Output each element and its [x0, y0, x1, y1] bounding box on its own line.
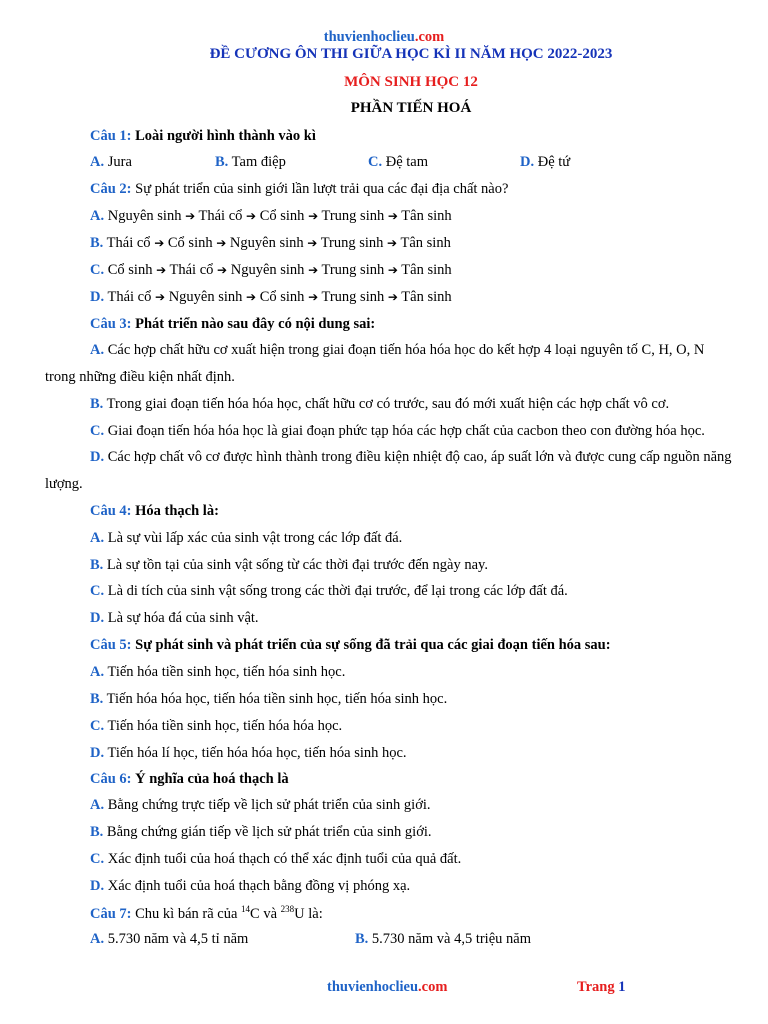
question-label: Câu 6: [90, 771, 132, 787]
arrow-right-icon: ➔ [307, 236, 318, 250]
option-a: A. Là sự vùi lấp xác của sinh vật trong các lớp đất đá. [90, 530, 403, 546]
question-label: Câu 3: [90, 316, 132, 332]
footer-site-name[interactable]: thuvienhoclieu.com [327, 979, 448, 995]
era-name: Tân sinh [401, 262, 452, 278]
option-a [90, 208, 452, 225]
option-c: C. Đệ tam [368, 154, 429, 170]
arrow-right-icon: ➔ [308, 209, 319, 223]
option-a: A. Tiến hóa tiền sinh học, tiến hóa sinh học. [90, 664, 346, 680]
question-label: Câu 2: [90, 181, 132, 197]
arrow-right-icon: ➔ [308, 263, 319, 277]
era-name: Cổ sinh [107, 262, 153, 278]
option-b: B. Tiến hóa hóa học, tiến hóa tiền sinh học, tiến hóa sinh học. [90, 691, 448, 707]
era-name: Thái cổ [106, 235, 151, 251]
era-name: Trung sinh [321, 289, 385, 305]
option-d: D. Các hợp chất vô cơ được hình thành trong điều kiện nhiệt độ cao, áp suất lớn và được cung cấp nguồn năng lượng. [45, 449, 732, 492]
question-text: Hóa thạch là: [135, 503, 219, 519]
era-name: Cổ sinh [259, 289, 305, 305]
question-1 [90, 128, 316, 145]
option-a: A. Các hợp chất hữu cơ xuất hiện trong giai đoạn tiến hóa hóa học do kết hợp 4 loại nguyên tố C, H, O, N trong những điều kiện nhất định. [45, 342, 705, 385]
isotope-mass: 14 [241, 904, 251, 914]
question-label: Câu 4: [90, 503, 132, 519]
page-number: Trang 1 [577, 979, 626, 995]
option-c: C. Là di tích của sinh vật sống trong các thời đại trước, để lại trong các lớp đất đá. [90, 583, 568, 599]
arrow-right-icon: ➔ [246, 209, 257, 223]
option-d: D. Tiến hóa lí học, tiến hóa hóa học, tiến hóa sinh học. [90, 745, 407, 761]
question-4 [90, 503, 219, 520]
question-5 [90, 637, 611, 654]
header-site-main: thuvienhoclieu [323, 29, 415, 45]
arrow-right-icon: ➔ [387, 263, 398, 277]
arrow-right-icon: ➔ [156, 263, 167, 277]
question-text: Phát triển nào sau đây có nội dung sai: [135, 316, 376, 332]
option-a: A. Jura [90, 154, 132, 170]
option-b: B. Tam điệp [215, 154, 286, 170]
header-site-tld: .com [414, 29, 445, 45]
question-label: Câu 5: [90, 637, 132, 653]
option-c: C. Giai đoạn tiến hóa hóa học là giai đoạn phức tạp hóa các hợp chất của cacbon theo con đường hóa học. [90, 423, 705, 439]
option-a: A. 5.730 năm và 4,5 tỉ năm [90, 931, 249, 947]
era-name: Thái cổ [169, 262, 214, 278]
option-b: B. Bằng chứng gián tiếp về lịch sử phát triển của sinh giới. [90, 824, 432, 840]
arrow-right-icon: ➔ [155, 290, 166, 304]
option-d: D. Đệ tứ [520, 154, 571, 170]
era-name: Cổ sinh [167, 235, 213, 251]
option-c: C. Tiến hóa tiền sinh học, tiến hóa hóa học. [90, 718, 343, 734]
arrow-right-icon: ➔ [217, 263, 228, 277]
option-d: D. Xác định tuổi của hoá thạch bằng đồng vị phóng xạ. [90, 878, 411, 894]
era-name: Nguyên sinh [168, 289, 243, 305]
question-label: Câu 7: [90, 905, 132, 922]
era-name: Tân sinh [401, 208, 452, 224]
option-letter: C. [90, 262, 105, 278]
subject-title: MÔN SINH HỌC 12 [344, 74, 478, 90]
option-d: D. Là sự hóa đá của sinh vật. [90, 610, 259, 626]
era-name: Thái cổ [198, 208, 243, 224]
arrow-right-icon: ➔ [387, 236, 398, 250]
era-name: Nguyên sinh [230, 262, 305, 278]
arrow-right-icon: ➔ [308, 290, 319, 304]
option-d [90, 289, 452, 306]
question-text: Sự phát triển của sinh giới lần lượt trải qua các đại địa chất nào? [135, 181, 509, 197]
arrow-right-icon: ➔ [185, 209, 196, 223]
header-site-name[interactable] [0, 29, 768, 46]
arrow-right-icon: ➔ [387, 290, 398, 304]
era-name: Cổ sinh [259, 208, 305, 224]
arrow-right-icon: ➔ [246, 290, 257, 304]
option-c: C. Xác định tuổi của hoá thạch có thể xác định tuổi của quả đất. [90, 851, 462, 867]
era-name: Trung sinh [320, 235, 384, 251]
question-7: Câu 7: Chu kì bán rã của $^{14}$C và $^{238}$U là: [90, 904, 323, 922]
question-text: Sự phát sinh và phát triển của sự sống đã trải qua các giai đoạn tiến hóa sau: [135, 637, 611, 653]
document-title: ĐỀ CƯƠNG ÔN THI GIỮA HỌC KÌ II NĂM HỌC 2022-2023 [209, 46, 613, 62]
arrow-right-icon: ➔ [216, 236, 227, 250]
option-letter: D. [90, 289, 105, 305]
question-text: Loài người hình thành vào kì [135, 128, 316, 144]
arrow-right-icon: ➔ [154, 236, 165, 250]
option-b: B. 5.730 năm và 4,5 triệu năm [355, 931, 531, 947]
option-letter: A. [90, 208, 105, 224]
option-b: B. Trong giai đoạn tiến hóa hóa học, chất hữu cơ có trước, sau đó mới xuất hiện các hợp chất vô cơ. [90, 396, 670, 412]
question-text: Ý nghĩa của hoá thạch là [135, 771, 289, 787]
question-6 [90, 771, 289, 788]
question-3 [90, 316, 375, 333]
option-b: B. Là sự tồn tại của sinh vật sống từ các thời đại trước đến ngày nay. [90, 557, 488, 573]
option-b [90, 235, 451, 252]
era-name: Trung sinh [321, 262, 385, 278]
era-name: Nguyên sinh [229, 235, 304, 251]
era-name: Trung sinh [321, 208, 385, 224]
era-name: Thái cổ [107, 289, 152, 305]
era-name: Nguyên sinh [107, 208, 182, 224]
question-label: Câu 1: [90, 128, 132, 144]
era-name: Tân sinh [400, 235, 451, 251]
option-letter: B. [90, 235, 104, 251]
era-name: Tân sinh [401, 289, 452, 305]
isotope-mass: 238 [280, 904, 295, 914]
option-a: A. Bằng chứng trực tiếp về lịch sử phát triển của sinh giới. [90, 797, 431, 813]
option-c [90, 262, 452, 279]
arrow-right-icon: ➔ [387, 209, 398, 223]
question-2 [90, 181, 508, 198]
section-title: PHẦN TIẾN HOÁ [350, 100, 472, 116]
